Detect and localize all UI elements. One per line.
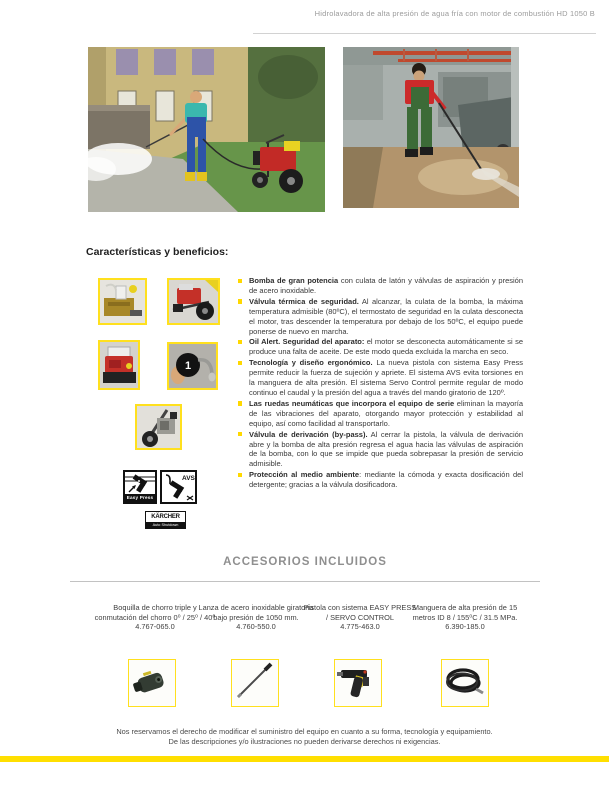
feature-bold: Oil Alert. Seguridad del aparato: <box>249 337 365 347</box>
feature-item <box>238 297 523 337</box>
feature-thumb-chassis <box>167 278 220 325</box>
accessory-part-number: 4.775-463.0 <box>340 622 380 632</box>
trolley-wheels-icon <box>137 406 180 448</box>
accessory-item <box>401 603 529 632</box>
feature-bold: Protección al medio ambiente <box>249 470 360 480</box>
feature-rest: con culata de latón y válvulas de aspiración y presión de acero inoxidable. <box>249 276 523 295</box>
accessory-part-number: 4.767-065.0 <box>135 622 175 632</box>
lance-icon <box>232 660 277 705</box>
avs-badge <box>160 470 197 504</box>
accessory-part-number: 6.390-185.0 <box>445 622 485 632</box>
svg-text:1: 1 <box>185 360 192 372</box>
footer-disclaimer <box>0 727 609 747</box>
feature-thumb-engine <box>98 340 140 390</box>
header-rule <box>253 33 596 34</box>
feature-item <box>238 430 523 470</box>
page-title: Hidrolavadora de alta presión de agua fría con motor de combustión HD 1050 B <box>314 9 595 18</box>
feature-rest: el motor se desconecta automáticamente si se produce una falta de aceite. De este modo queda excluida la marcha en seco. <box>249 337 523 357</box>
feature-rest: La nueva pistola con sistema Easy Press permite reducir la fuerza de sujeción y apriete. El sistema AVS evita torsiones en la manguera de alta presión. El sistema Servo Control permite regular de modo continuo el caudal y la presión del agua a través del mando giratorio de 120º. <box>249 358 523 397</box>
spray-gun-icon <box>335 660 380 705</box>
avs-label: AVS <box>182 475 195 482</box>
feature-rest: eliminan la mayoría de las vibraciones del aparato, otorgando mayor protección y estabilidad al equipo, así como facilidad al transportarlo. <box>249 398 523 428</box>
triple-nozzle-icon <box>129 660 174 705</box>
easy-press-label: Easy Press <box>126 495 154 500</box>
pump-head-icon <box>100 280 145 323</box>
accessory-desc: Manguera de alta presión de 15 metros ID 8 / 155⁰C / 31.5 MPa. <box>412 603 518 622</box>
feature-bold: Válvula de derivación (by-pass). <box>249 429 368 439</box>
accessory-image-nozzle <box>128 659 176 707</box>
accessory-image-lance <box>231 659 279 707</box>
auto-shutdown-label: Auto Shutdown <box>146 522 185 528</box>
accessory-item <box>303 603 417 632</box>
accessory-item <box>194 603 318 632</box>
feature-item <box>238 399 523 429</box>
accessory-image-gun <box>334 659 382 707</box>
footer-line-2: De las descripciones y/o ilustraciones no pueden derivarse derechos ni exigencias. <box>168 736 441 746</box>
feature-item <box>238 337 523 357</box>
high-pressure-hose-icon <box>442 660 487 705</box>
accessory-desc: Boquilla de chorro triple y conmutación del chorro 0⁰ / 25⁰ / 40⁰ <box>94 603 216 622</box>
feature-bold: Tecnología y diseño ergonómico. <box>249 358 373 368</box>
feature-thumb-trolley <box>135 404 182 450</box>
features-heading: Características y beneficios: <box>86 246 229 258</box>
accessory-part-number: 4.760-550.0 <box>236 622 276 632</box>
feature-item <box>238 276 523 296</box>
feature-bold: Válvula térmica de seguridad. <box>249 296 359 306</box>
feature-bold: Bomba de gran potencia <box>249 276 339 285</box>
feature-thumb-servo-dial <box>167 342 218 390</box>
feature-item <box>238 470 523 490</box>
accessory-desc: Pistola con sistema EASY PRESS / SERVO CONTROL <box>303 603 417 622</box>
accessories-heading: ACCESORIOS INCLUIDOS <box>223 556 387 568</box>
industrial-cleaning-photo <box>343 47 519 208</box>
feature-thumb-pump <box>98 278 147 325</box>
engine-chassis-icon <box>169 280 218 323</box>
karcher-auto-shutdown-badge <box>145 511 186 529</box>
accessories-rule <box>70 581 540 582</box>
accessory-image-hose <box>441 659 489 707</box>
feature-item <box>238 358 523 398</box>
karcher-logo-text: KÄRCHER <box>151 514 180 520</box>
footer-line-1: Nos reservamos el derecho de modificar el suministro del equipo en cuanto a su forma, tecnología y equipamiento. <box>116 727 493 736</box>
easy-press-badge <box>123 470 157 504</box>
feature-rest: Al alcanzar, la culata de la bomba, la máxima temperatura admisible (80ºC), el termostato de seguridad en la culata desconecta el motor, tras descender la temperatura por debajo de los 50ºC, el equipo puede ponerse de nuevo en marcha. <box>249 296 523 336</box>
feature-rest: : mediante la cómoda y exacta dosificación del detergente; gracias a la válvula dosificadora. <box>249 470 524 490</box>
servo-dial-icon <box>169 344 216 388</box>
avs-gun-icon <box>162 472 195 502</box>
engine-closeup-icon <box>100 342 138 388</box>
outdoor-photo-illustration <box>88 47 325 212</box>
accessory-desc: Lanza de acero inoxidable giratoria bajo presión de 1050 mm. <box>198 603 314 622</box>
bottom-accent-bar <box>0 756 609 762</box>
easy-press-gun-icon <box>125 472 155 494</box>
feature-rest: Al cerrar la pistola, la válvula de derivación abre y la bomba de alta presión regresa el agua hacia las válvulas de aspiración de la bomba, con lo que se impide que pueda sobrepasar la presión de servicio admisible. <box>249 429 523 469</box>
industrial-photo-illustration <box>343 47 519 208</box>
features-list <box>238 276 523 491</box>
feature-bold: Las ruedas neumáticas que incorpora el equipo de serie <box>249 398 455 408</box>
outdoor-cleaning-photo <box>88 47 325 212</box>
